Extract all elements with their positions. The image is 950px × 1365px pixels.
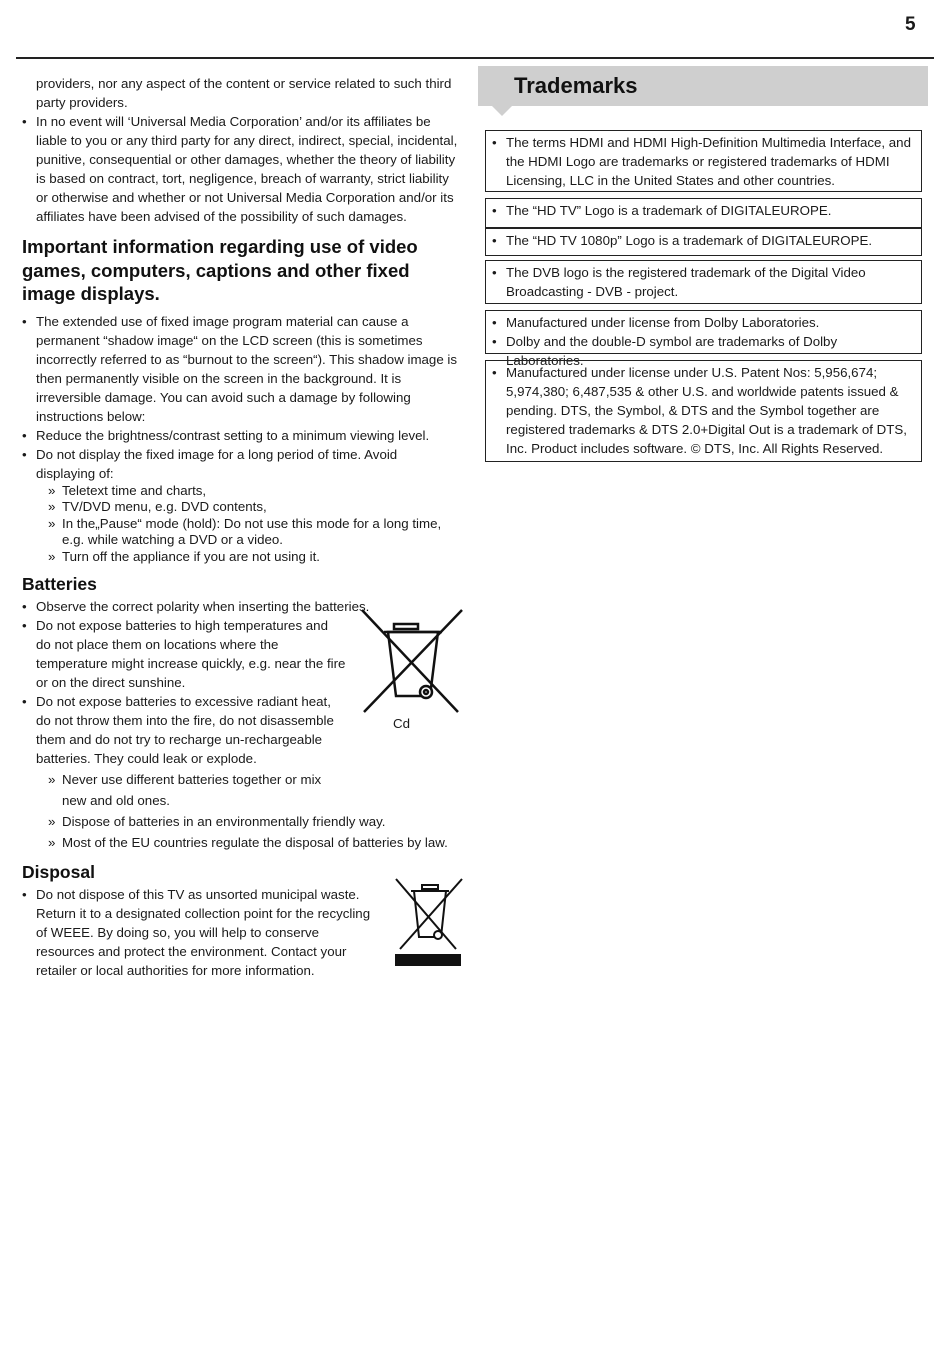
batteries-item: • Do not expose batteries to high temperatures and do not place them on locations where the temperature might increase quickly, e.g. near the fire or on the direct sunshine.	[22, 616, 346, 692]
trademark-box-dvb	[485, 260, 922, 304]
trademark-hdtv1080: • The “HD TV 1080p” Logo is a trademark of DIGITALEUROPE.	[492, 231, 915, 250]
disposal-item: • Do not dispose of this TV as unsorted municipal waste. Return it to a designated collection point for the recycling of WEEE. By doing so, you will help to conserve resources and protect the environment. Contact your retailer or local authorities for more information.	[22, 885, 381, 980]
header-notch	[492, 106, 512, 116]
cd-label: Cd	[393, 716, 410, 731]
trademark-dvb: • The DVB logo is the registered trademark of the Digital Video Broadcasting - DVB - project.	[492, 263, 915, 301]
fixed-image-item: • The extended use of fixed image program material can cause a permanent “shadow image“ on the LCD screen (this is sometimes incorrectly referred to as “burnout to the screen“). This shadow image is then permanently visible on the screen in the background. It is irreversible damage. You can avoid such a damage by following instructions below:	[22, 312, 462, 426]
trademark-dolby-symbol: • Dolby and the double-D symbol are trademarks of Dolby Laboratories.	[492, 332, 915, 370]
trademark-box-hdtv1080	[485, 228, 922, 256]
fixed-image-subitem: » TV/DVD menu, e.g. DVD contents,	[48, 499, 448, 516]
batteries-item: • Observe the correct polarity when inserting the batteries.	[22, 597, 456, 616]
fixed-image-item: • Do not display the fixed image for a long period of time. Avoid displaying of:	[22, 445, 456, 483]
trademark-dts: • Manufactured under license under U.S. Patent Nos: 5,956,674; 5,974,380; 6,487,535 & other U.S. and worldwide patents issued & pending. DTS, the Symbol, & DTS and the Symbol together are registered trademarks & DTS 2.0+Digital Out is a trademark of DTS, Inc. Product includes software. © DTS, Inc. All Rights Reserved.	[492, 363, 915, 458]
liability-item: • In no event will ‘Universal Media Corporation’ and/or its affiliates be liable to you or any third party for any direct, indirect, special, incidental, punitive, consequential or other damages, whether the theory of liability is based on contract, tort, negligence, breach of warranty, strict liability or otherwise and whether or not Universal Media Corporation and/or its affiliates have been advised of the possibility of such damages.	[22, 112, 464, 226]
header-rule	[16, 57, 934, 59]
trademark-box-dts	[485, 360, 922, 462]
trademark-box-hdtv	[485, 198, 922, 228]
trademark-box-dolby	[485, 310, 922, 368]
trademarks-heading: Trademarks	[514, 73, 638, 98]
batteries-heading: Batteries	[22, 574, 97, 594]
fixed-image-subitem: » Turn off the appliance if you are not using it.	[48, 549, 448, 566]
fixed-image-subitem: » Teletext time and charts,	[48, 483, 448, 500]
batteries-subitem: » Never use different batteries together or mix new and old ones.	[48, 769, 332, 811]
trademarks-section	[478, 66, 928, 456]
fixed-image-heading: Important information regarding use of video games, computers, captions and other fixed image displays.	[22, 236, 418, 304]
trademark-hdmi: • The terms HDMI and HDMI High-Definition Multimedia Interface, and the HDMI Logo are trademarks or registered trademarks of HDMI Licensing, LLC in the United States and other countries.	[492, 133, 915, 190]
fixed-image-subitem: » In the„Pause“ mode (hold): Do not use this mode for a long time, e.g. while watching a DVD or a video.	[48, 516, 448, 549]
weee-bin-icon	[394, 877, 464, 970]
trademark-box-hdmi	[485, 130, 922, 192]
batteries-subitem: » Most of the EU countries regulate the disposal of batteries by law.	[48, 832, 472, 853]
disposal-heading: Disposal	[22, 862, 95, 882]
page-number: 5	[905, 14, 916, 35]
batteries-item: • Do not expose batteries to excessive radiant heat, do not throw them into the fire, do not disassemble them and do not try to recharge un-rechargeable batteries. They could leak or explode.	[22, 692, 346, 768]
trademark-dolby-license: • Manufactured under license from Dolby Laboratories.	[492, 313, 915, 332]
trademarks-header	[478, 66, 928, 106]
left-column	[22, 74, 472, 980]
intro-continuation: providers, nor any aspect of the content or service related to such third party providers.	[36, 76, 452, 110]
batteries-subitem: » Dispose of batteries in an environmentally friendly way.	[48, 811, 462, 832]
trademark-hdtv: • The “HD TV” Logo is a trademark of DIGITALEUROPE.	[492, 201, 915, 220]
crossed-bin-icon	[360, 608, 464, 717]
fixed-image-item: • Reduce the brightness/contrast setting to a minimum viewing level.	[22, 426, 462, 445]
